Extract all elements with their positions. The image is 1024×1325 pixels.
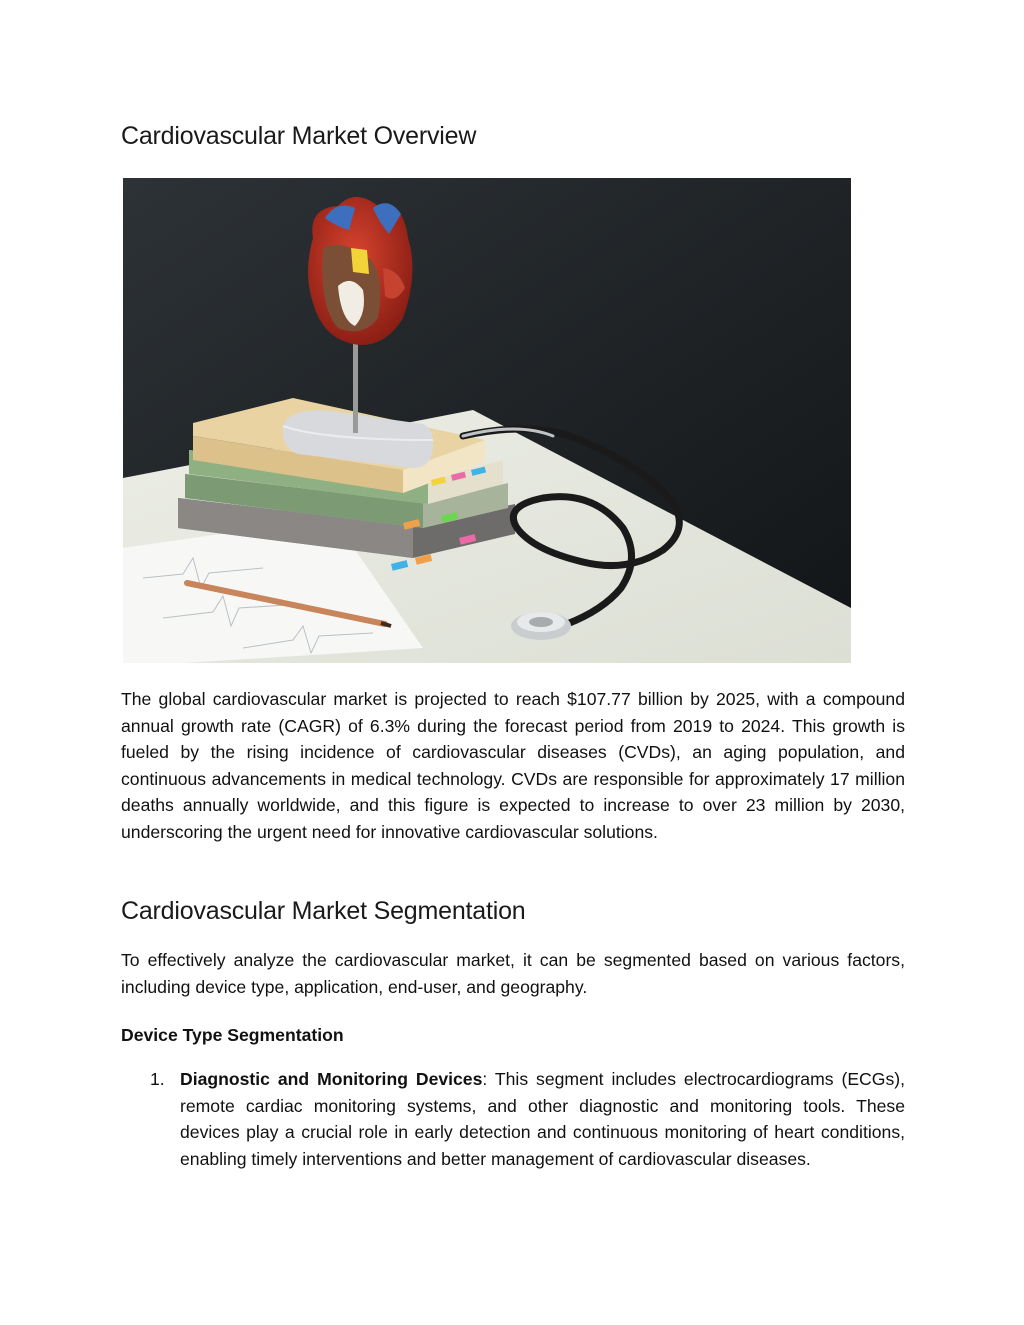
device-type-heading: Device Type Segmentation xyxy=(121,1025,344,1045)
overview-title: Cardiovascular Market Overview xyxy=(121,122,477,150)
segmentation-title: Cardiovascular Market Segmentation xyxy=(121,897,526,925)
device-type-list xyxy=(121,1066,905,1172)
list-item-term: Diagnostic and Monitoring Devices xyxy=(180,1069,483,1089)
overview-paragraph: The global cardiovascular market is projected to reach $107.77 billion by 2025, with a compound annual growth rate (CAGR) of 6.3% during the forecast period from 2019 to 2024. This growth is fueled by the rising incidence of cardiovascular diseases (CVDs), an aging population, and continuous advancements in medical technology. CVDs are responsible for approximately 17 million deaths annually worldwide, and this figure is expected to increase to over 23 million by 2030, underscoring the urgent need for innovative cardiovascular solutions. xyxy=(121,689,905,842)
segmentation-paragraph: To effectively analyze the cardiovascular market, it can be segmented based on various factors, including device type, application, end-user, and geography. xyxy=(121,950,905,997)
heart-model-photo xyxy=(123,178,851,663)
list-item-number: 1. xyxy=(150,1069,165,1089)
list-item-description: : This segment includes electrocardiograms (ECGs), remote cardiac monitoring systems, and other diagnostic and monitoring tools. These devices play a crucial role in early detection and continuous monitoring of heart conditions, enabling timely interventions and better management of cardiovascular diseases. xyxy=(180,1069,905,1169)
list-item xyxy=(121,1066,905,1172)
